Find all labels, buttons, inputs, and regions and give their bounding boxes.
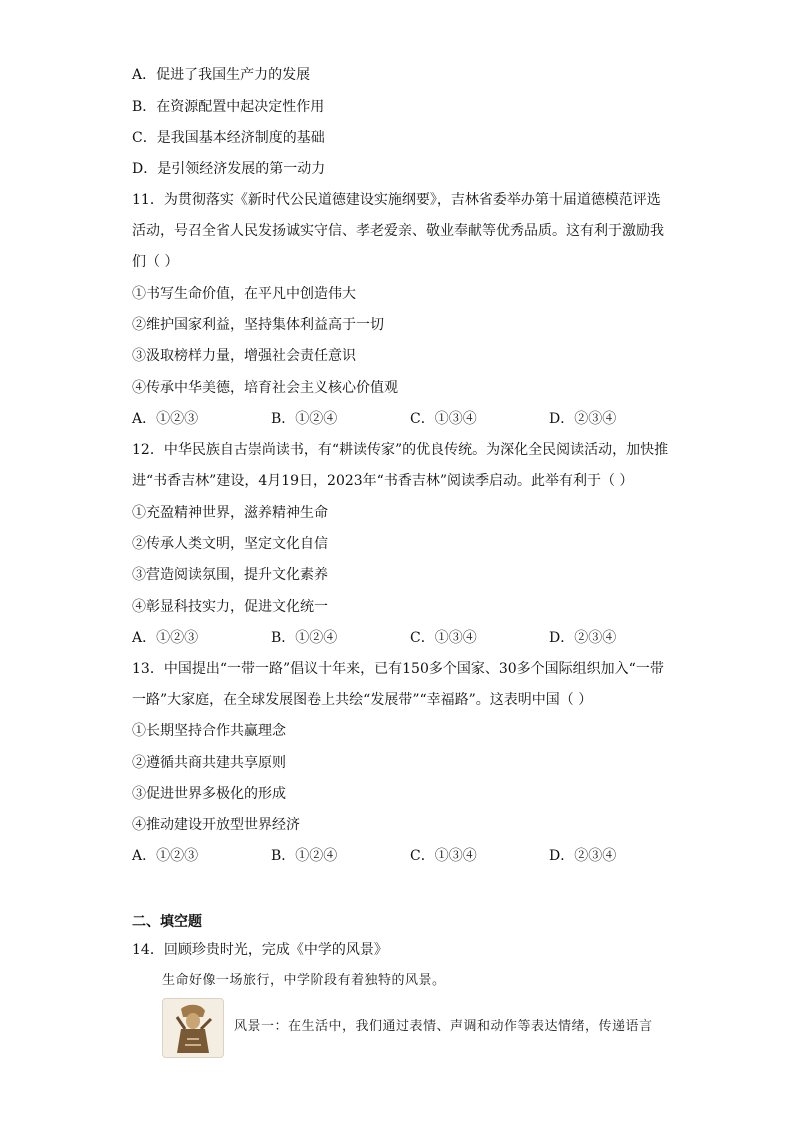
- q11-choice-a[interactable]: A．①②③: [132, 411, 199, 427]
- q13-stem-line1: 13．中国提出“一带一路”倡议十年来，已有150多个国家、30多个国际组织加入“一带: [132, 661, 664, 677]
- q11-choice-c[interactable]: C．①③④: [410, 411, 477, 427]
- q11-item-3: ③汲取榜样力量，增强社会责任意识: [132, 348, 356, 364]
- q12-item-2: ②传承人类文明，坚定文化自信: [132, 536, 328, 552]
- handwritten-line-2: 风景一：在生活中，我们通过表情、声调和动作等表达情绪，传递语言: [234, 1019, 653, 1034]
- q12-choice-a[interactable]: A．①②③: [132, 630, 199, 646]
- q10-option-a: A．促进了我国生产力的发展: [132, 67, 311, 83]
- figure-illustration: [162, 998, 224, 1058]
- q11-item-1: ①书写生命价值，在平凡中创造伟大: [132, 286, 356, 302]
- q13-stem-line2: 一路”大家庭，在全球发展图卷上共绘“发展带”“幸福路”。这表明中国（ ）: [132, 692, 593, 708]
- q10-option-b: B．在资源配置中起决定性作用: [132, 99, 325, 115]
- q11-choice-d[interactable]: D．②③④: [549, 411, 617, 427]
- q12-item-4: ④彰显科技实力，促进文化统一: [132, 599, 328, 615]
- q11-stem-line1: 11．为贯彻落实《新时代公民道德建设实施纲要》，吉林省委举办第十届道德模范评选: [132, 192, 661, 208]
- handwritten-line-1: 生命好像一场旅行，中学阶段有着独特的风景。: [162, 973, 446, 988]
- q12-choice-b[interactable]: B．①②④: [271, 630, 338, 646]
- q13-choice-c[interactable]: C．①③④: [410, 848, 477, 864]
- q11-item-2: ②维护国家利益，坚持集体利益高于一切: [132, 317, 384, 333]
- q11-choice-b[interactable]: B．①②④: [271, 411, 338, 427]
- q11-stem-line3: 们（ ）: [132, 254, 179, 270]
- q12-item-1: ①充盈精神世界，滋养精神生命: [132, 505, 328, 521]
- q12-stem-line2: 进“书香吉林”建设，4月19日，2023年“书香吉林”阅读季启动。此举有利于（ ）: [132, 473, 634, 489]
- q12-item-3: ③营造阅读氛围，提升文化素养: [132, 567, 328, 583]
- q11-item-4: ④传承中华美德，培育社会主义核心价值观: [132, 380, 398, 396]
- q11-stem-line2: 活动，号召全省人民发扬诚实守信、孝老爱亲、敬业奉献等优秀品质。这有利于激励我: [132, 223, 664, 239]
- q10-option-d: D．是引领经济发展的第一动力: [132, 161, 326, 177]
- q13-choice-d[interactable]: D．②③④: [549, 848, 617, 864]
- q13-item-1: ①长期坚持合作共赢理念: [132, 723, 286, 739]
- q12-stem-line1: 12．中华民族自古崇尚读书，有“耕读传家”的优良传统。为深化全民阅读活动，加快推: [132, 442, 669, 458]
- q13-item-4: ④推动建设开放型世界经济: [132, 817, 300, 833]
- section-title-fill-blank: 二、填空题: [132, 914, 202, 930]
- q13-item-2: ②遵循共商共建共享原则: [132, 755, 286, 771]
- q14-stem: 14．回顾珍贵时光，完成《中学的风景》: [132, 942, 388, 958]
- q13-item-3: ③促进世界多极化的形成: [132, 786, 286, 802]
- q13-choice-b[interactable]: B．①②④: [271, 848, 338, 864]
- figure-icon: [163, 999, 223, 1057]
- q12-choice-c[interactable]: C．①③④: [410, 630, 477, 646]
- q10-option-c: C．是我国基本经济制度的基础: [132, 130, 325, 146]
- q12-choice-d[interactable]: D．②③④: [549, 630, 617, 646]
- q13-choice-a[interactable]: A．①②③: [132, 848, 199, 864]
